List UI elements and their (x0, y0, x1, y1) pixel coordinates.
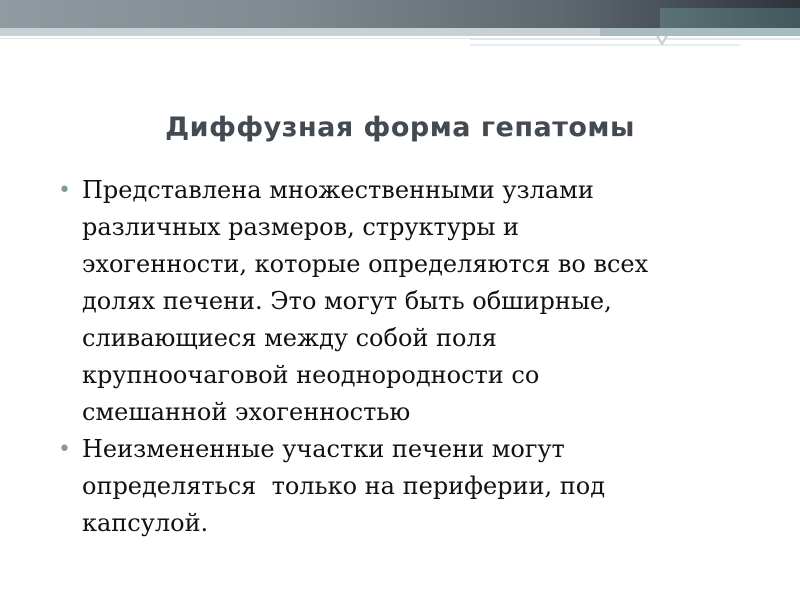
bullet-line: долях печени. Это могут быть обширные, (82, 287, 612, 315)
slide-title: Диффузная форма гепатомы (165, 112, 635, 143)
header-divider (0, 38, 470, 39)
bullet-line: эхогенности, которые определяются во всех (82, 250, 649, 278)
bullet-list (58, 172, 748, 542)
bullet-line: смешанной эхогенностью (82, 398, 411, 426)
bullet-line: различных размеров, структуры и (82, 213, 520, 241)
bullet-line: капсулой. (82, 509, 209, 537)
bullet-text (82, 431, 748, 542)
header-pointer-inner (659, 36, 665, 42)
bullet-icon: • (58, 437, 71, 462)
bullet-item (58, 172, 748, 431)
bullet-icon: • (58, 178, 71, 203)
bullet-line: крупноочаговой неоднородности со (82, 361, 540, 389)
bullet-line: Неизмененные участки печени могут (82, 435, 565, 463)
bullet-line: сливающиеся между собой поля (82, 324, 497, 352)
bullet-item (58, 431, 748, 542)
bullet-text (82, 172, 748, 431)
bullet-line: определяться только на периферии, под (82, 472, 605, 500)
header-divider-accent-thin (470, 44, 740, 46)
header-divider-accent (470, 38, 800, 40)
bullet-line: Представлена множественными узлами (82, 176, 594, 204)
header-band-accent-light (600, 28, 800, 36)
